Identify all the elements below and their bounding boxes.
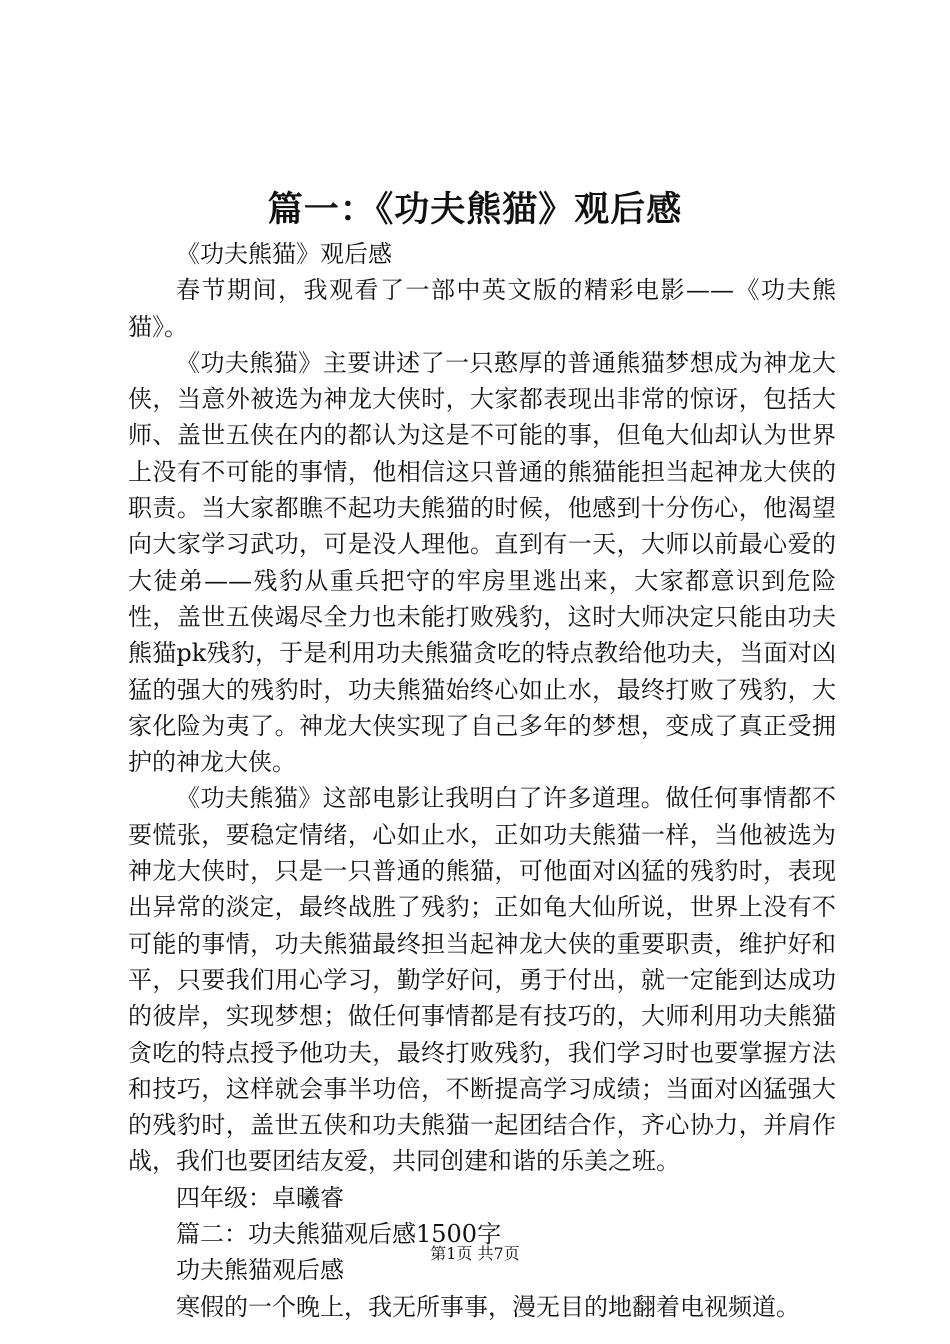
document-body [128, 236, 836, 1325]
paragraph-reflection: 《功夫熊猫》这部电影让我明白了许多道理。做任何事情都不要慌张，要稳定情绪，心如止水，正如功夫熊猫一样，当他被选为神龙大侠时，只是一只普通的熊猫，可他面对凶猛的残豹时，表现出异常的淡定，最终战胜了残豹；正如龟大仙所说，世界上没有不可能的事情，功夫熊猫最终担当起神龙大侠的重要职责，维护好和平，只要我们用心学习，勤学好问，勇于付出，就一定能到达成功的彼岸，实现梦想；做任何事情都是有技巧的，大师利用功夫熊猫贪吃的特点授予他功夫，最终打败残豹，我们学习时也要掌握方法和技巧，这样就会事半功倍，不断提高学习成绩；当面对凶猛强大的残豹时，盖世五侠和功夫熊猫一起团结合作，齐心协力，并肩作战，我们也要团结友爱，共同创建和谐的乐美之班。 [128, 784, 836, 1176]
paragraph-intro: 春节期间，我观看了一部中英文版的精彩电影——《功夫熊猫》。 [128, 276, 836, 341]
paragraph-author: 四年级：卓曦睿 [176, 1183, 344, 1212]
paragraph-section-two-title: 篇二：功夫熊猫观后感1500字 [176, 1220, 502, 1249]
paragraph-section-two-start: 寒假的一个晚上，我无所事事，漫无目的地翻着电视频道。 [176, 1292, 800, 1321]
paragraph-section-two-subtitle: 功夫熊猫观后感 [176, 1256, 344, 1285]
paragraph-plot: 《功夫熊猫》主要讲述了一只憨厚的普通熊猫梦想成为神龙大侠，当意外被选为神龙大侠时，大家都表现出非常的惊讶，包括大师、盖世五侠在内的都认为这是不可能的事，但龟大仙却认为世界上没有不可能的事情，他相信这只普通的熊猫能担当起神龙大侠的职责。当大家都瞧不起功夫熊猫的时候，他感到十分伤心，他渴望向大家学习武功，可是没人理他。直到有一天，大师以前最心爱的大徒弟——残豹从重兵把守的牢房里逃出来，大家都意识到危险性，盖世五侠竭尽全力也未能打败残豹，这时大师决定只能由功夫熊猫pk残豹，于是利用功夫熊猫贪吃的特点教给他功夫，当面对凶猛的强大的残豹时，功夫熊猫始终心如止水，最终打败了残豹，大家化险为夷了。神龙大侠实现了自己多年的梦想，变成了真正受拥护的神龙大侠。 [128, 348, 836, 777]
paragraph-subtitle: 《功夫熊猫》观后感 [176, 240, 392, 268]
page-title: 篇一：《功夫熊猫》观后感 [267, 189, 683, 230]
page-footer: 第1页 共7页 [430, 1244, 520, 1263]
